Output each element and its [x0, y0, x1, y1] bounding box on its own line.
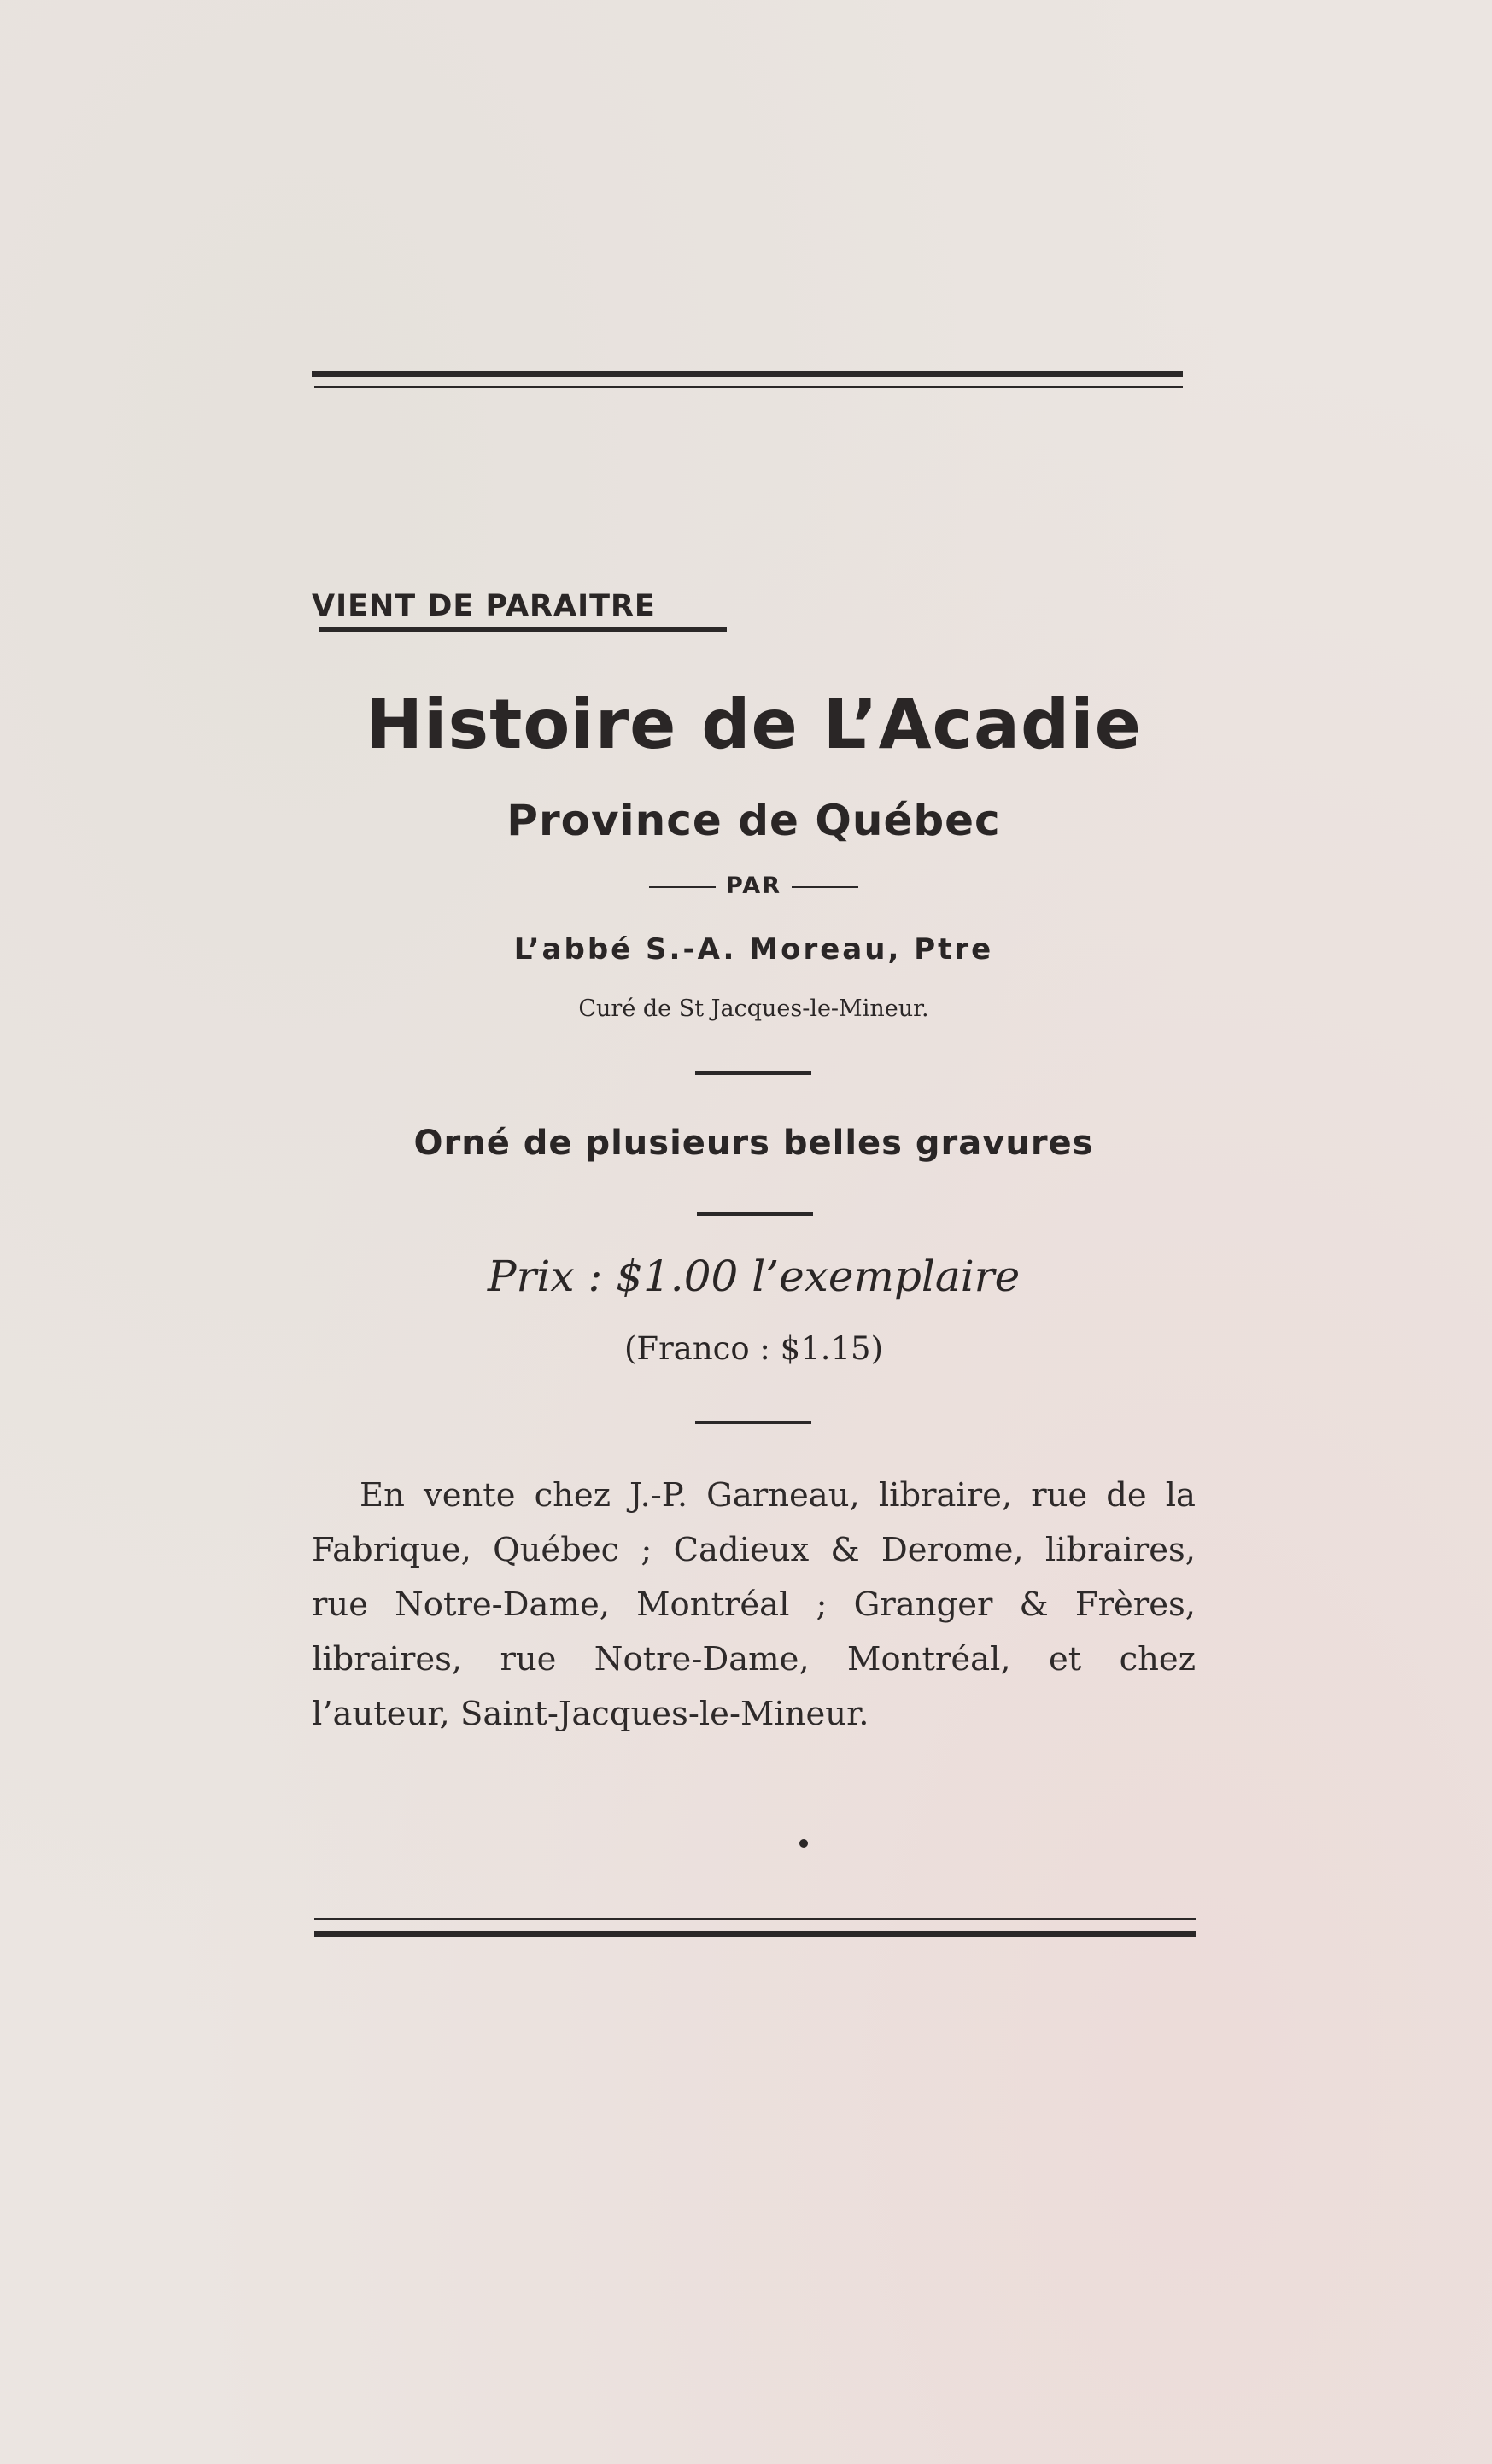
- author-name: L’abbé S.-A. Moreau, Ptre: [513, 932, 994, 966]
- book-subtitle: Province de Québec: [506, 796, 1001, 845]
- top-rule-thick: [312, 371, 1183, 377]
- price-line: Prix : $1.00 l’exemplaire: [487, 1252, 1021, 1301]
- bottom-rule-thick: [314, 1931, 1196, 1937]
- book-advertisement: [312, 589, 1196, 1836]
- book-title: Histoire de L’Acadie: [366, 685, 1142, 764]
- divider-3: [695, 1421, 811, 1424]
- top-rule-thin: [314, 386, 1183, 388]
- sales-paragraph: En vente chez J.-P. Garneau, libraire, rue de la Fabrique, Québec ; Cadieux & Derome, libraires, rue Notre-Dame, Montréal ; Granger & Frères, libraires, rue Notre-Dame, Montréal, et chez l’auteur, Saint-Jacques-le-Mineur.: [312, 1476, 1196, 1733]
- kicker-heading: VIENT DE PARAITRE: [312, 589, 656, 623]
- kicker-underline: [319, 627, 727, 632]
- dash-right: [792, 886, 858, 888]
- author-role: Curé de St Jacques-le-Mineur.: [578, 996, 929, 1022]
- byline-label: PAR: [726, 873, 781, 899]
- divider-1: [695, 1071, 811, 1075]
- bottom-rule-thin: [314, 1918, 1196, 1920]
- divider-2: [697, 1212, 813, 1216]
- postage-line: (Franco : $1.15): [623, 1330, 884, 1367]
- illustrations-note: Orné de plusieurs belles gravures: [413, 1124, 1094, 1163]
- dash-left: [649, 886, 716, 888]
- ornament-dot: [799, 1839, 808, 1848]
- byline-separator: [312, 873, 1196, 899]
